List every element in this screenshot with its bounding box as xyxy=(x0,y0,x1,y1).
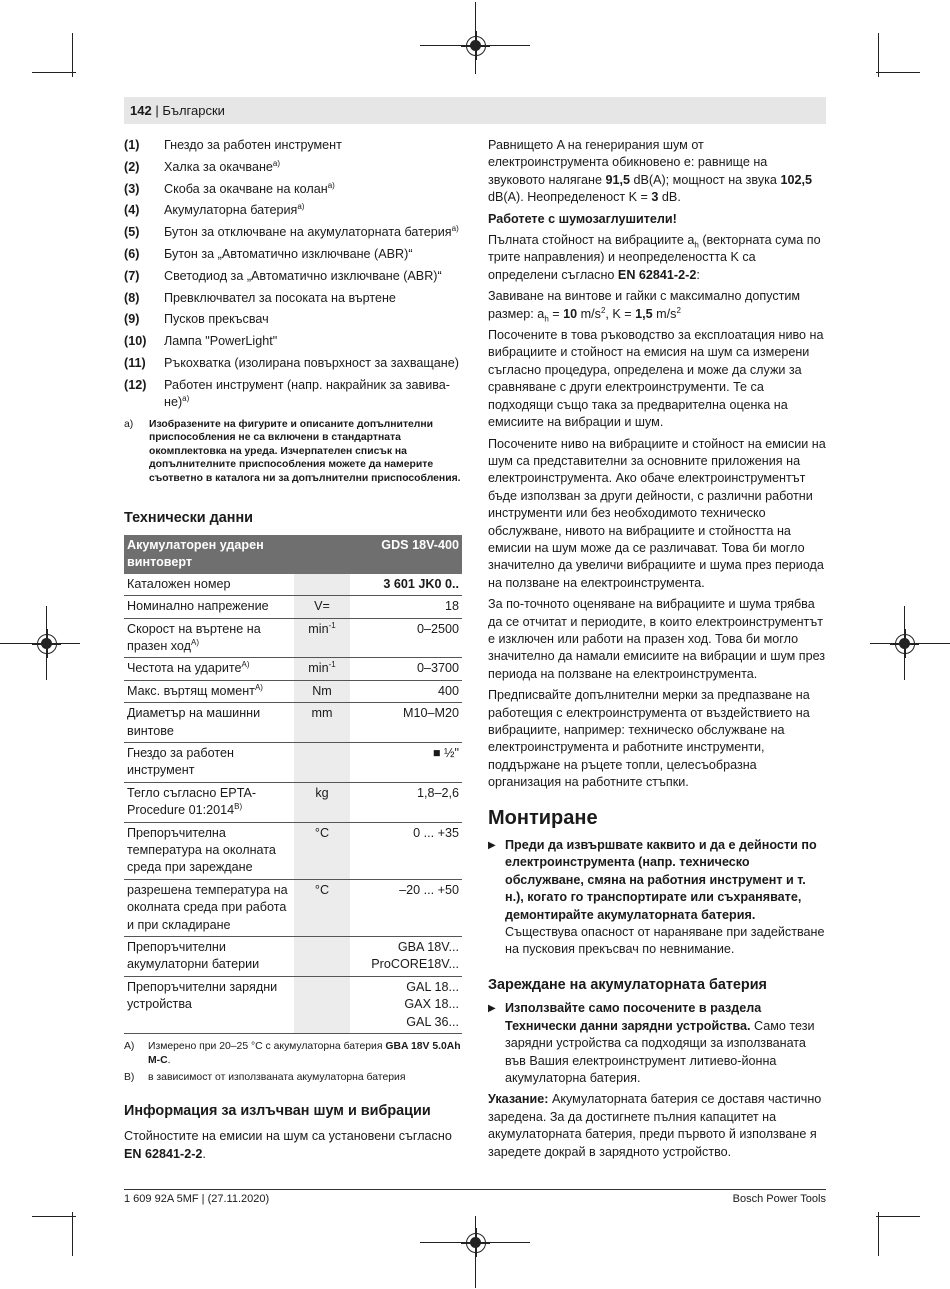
crop-mark xyxy=(32,72,76,73)
list-item xyxy=(124,290,462,307)
param-cell: Макс. въртящ момент$^{A)}$ xyxy=(124,680,294,702)
unit-cell: Nm xyxy=(294,680,350,702)
param-cell: Каталожен номер xyxy=(124,574,294,596)
list-item xyxy=(124,159,462,176)
item-number: (6) xyxy=(124,246,140,261)
unit-cell xyxy=(294,574,350,596)
table-row xyxy=(124,976,462,1033)
noise-heading: Информация за излъчван шум и вибрации xyxy=(124,1102,431,1119)
unit-cell xyxy=(294,937,350,977)
item-number: (7) xyxy=(124,268,140,283)
param-cell: Гнездо за работен инструмент xyxy=(124,743,294,783)
unit-cell xyxy=(294,743,350,783)
table-row xyxy=(124,743,462,783)
list-item xyxy=(124,246,462,263)
table-row xyxy=(124,782,462,822)
value-cell: 1,8–2,6 xyxy=(350,782,462,822)
triangle-bullet-icon: ▶ xyxy=(488,1003,496,1015)
left-column xyxy=(124,137,462,1163)
item-number: (5) xyxy=(124,225,140,240)
param-cell: Препоръчителни зарядни устройства xyxy=(124,976,294,1033)
charging-note: Указание: Акумулаторната батерия се доставя частично заредена. За да достигнете пълния капацитет на акумулаторната батерия, преди първото й използване я заредете докрай в зарядното устройство. xyxy=(488,1092,822,1159)
registration-mark-icon xyxy=(895,634,915,654)
charging-warning: ▶ Използвайте само посочените в раздела Технически данни зарядни устройства. Само тези зарядни устройства са подходящи за използваната във Вашия електроинструмент литиево-йонна акумулаторна батерия. xyxy=(488,1000,826,1087)
table-row xyxy=(124,703,462,743)
table-head-model: GDS 18V-400 xyxy=(350,535,462,574)
unit-cell: mm xyxy=(294,703,350,743)
param-cell: Диаметър на машинни винтове xyxy=(124,703,294,743)
item-label: Работен инструмент (напр. накрайник за завива-не)$^{a)}$ xyxy=(164,377,450,410)
list-item xyxy=(124,137,462,154)
table-row xyxy=(124,658,462,680)
item-number: (12) xyxy=(124,377,147,392)
mounting-warning: ▶ Преди да извършвате каквито и да е дейности по електроинструмента (напр. техническо обслужване, смяна на работния инструмент и т. н.), когато го транспортирате или съхранявате, демонтирайте акумулаторната батерия. Съществува опасност от нараняване при задействане на пусковия прекъсвач по невнимание. xyxy=(488,837,826,959)
page-header: 142 | Български xyxy=(124,97,826,124)
crop-mark xyxy=(876,1216,920,1217)
footnote-a: a) Изобразените на фигурите и описаните допълнителни приспособления не са включени в стандартната окомплектовка на уреда. Изчерпателен списък на допълнителните приспособления можете да намерите съответно в каталога ни за допълнителни приспособления. xyxy=(124,418,461,484)
paragraph: За по-точното оценяване на вибрациите и шума трябва да се отчитат и периодите, в които електроинструментът е изключен или работи на празен ход. Това би могло значително да намали емисиите на вибрации и шум през периода на ползване на електроинструмента. xyxy=(488,597,826,681)
item-label: Халка за окачване$^{a)}$ xyxy=(164,158,281,174)
value-cell: GBA 18V... ProCORE18V... xyxy=(350,937,462,977)
value-cell: –20 ... +50 xyxy=(350,879,462,936)
crop-mark xyxy=(72,1212,73,1256)
item-label: Превключвател за посоката на въртене xyxy=(164,290,396,305)
table-row xyxy=(124,618,462,658)
paragraph: Посочените в това ръководство за експлоатация ниво на вибрациите и стойност на емисия на шум са измерени съгласно процедура, определена и може да служи за сравняване с други електроинструменти. Те са подходящи също така за предварителна оценка на емисиите на вибрации и шум. xyxy=(488,328,824,430)
crop-mark xyxy=(878,1212,879,1256)
param-cell: Препоръчителни акумулаторни батерии xyxy=(124,937,294,977)
param-cell: разрешена температура на околната среда при работа и при складиране xyxy=(124,879,294,936)
table-row xyxy=(124,822,462,879)
param-cell: Скорост на въртене на празен ход$^{A)}$ xyxy=(124,618,294,658)
list-item xyxy=(124,224,462,241)
unit-cell: kg xyxy=(294,782,350,822)
table-note-b: B) в зависимост от използваната акумулаторна батерия xyxy=(124,1072,406,1084)
value-cell: 0 ... +35 xyxy=(350,822,462,879)
triangle-bullet-icon: ▶ xyxy=(488,840,496,852)
item-label: Бутон за „Автоматично изключване (ABR)“ xyxy=(164,246,413,261)
page-language: Български xyxy=(162,103,225,118)
document-id: 1 609 92A 5MF | (27.11.2020) xyxy=(124,1193,270,1205)
value-cell: ■ ½" xyxy=(350,743,462,783)
tech-data-heading: Технически данни xyxy=(124,509,254,526)
item-label: Скоба за окачване на колан$^{a)}$ xyxy=(164,180,335,196)
crop-mark xyxy=(878,33,879,77)
mounting-heading: Монтиране xyxy=(488,806,598,829)
list-item xyxy=(124,355,462,372)
noise-text: Стойностите на емисии на шум са установени съгласно EN 62841-2-2. xyxy=(124,1129,452,1161)
value-cell: 400 xyxy=(350,680,462,702)
tech-data-table xyxy=(124,535,462,1034)
paragraph: Посочените ниво на вибрациите и стойност на емисии на шум са представителни за основните приложения на електроинструмента. Ако обаче електроинструментът бъде използван за други дейности, с различни работни инструменти или без необходимото техническо обслужване, нивото на вибрациите и стойността на емисии на шум може да се различават. Това би могло значително да увеличи вибрациите и шума през периода на ползване на електроинструмента. xyxy=(488,436,826,590)
right-column xyxy=(488,137,826,1161)
registration-mark-icon xyxy=(37,634,57,654)
crop-mark xyxy=(876,72,920,73)
list-item xyxy=(124,311,462,328)
value-cell: 0–2500 xyxy=(350,618,462,658)
list-item xyxy=(124,377,462,412)
page-footer xyxy=(124,1189,826,1205)
item-number: (3) xyxy=(124,181,140,196)
unit-cell: $\min^{-1}$ xyxy=(294,618,350,658)
vibration-paragraph: Пълната стойност на вибрациите $a_h$ (векторната сума по трите направления) и неопределеността K са определени съгласно EN 62841-2-2: xyxy=(488,233,821,282)
list-item xyxy=(124,181,462,198)
table-head-product: Акумулаторен ударен винтоверт xyxy=(124,535,350,574)
value-cell: GAL 18... GAX 18... GAL 36... xyxy=(350,976,462,1033)
unit-cell xyxy=(294,976,350,1033)
table-row xyxy=(124,596,462,618)
item-label: Светодиод за „Автоматично изключване (ABR)“ xyxy=(164,268,442,283)
item-label: Лампа "PowerLight" xyxy=(164,334,278,349)
unit-cell: °C xyxy=(294,822,350,879)
param-cell: Тегло съгласно EPTA-Procedure $01:2014^{B)}$ xyxy=(124,782,294,822)
value-cell: 3 601 JK0 0.. xyxy=(350,574,462,596)
table-row xyxy=(124,680,462,702)
table-row xyxy=(124,879,462,936)
item-number: (2) xyxy=(124,159,140,174)
value-cell: 18 xyxy=(350,596,462,618)
item-number: (8) xyxy=(124,290,140,305)
ear-protection-warning: Работете с шумозаглушители! xyxy=(488,211,677,226)
parts-list xyxy=(124,137,462,412)
item-label: Гнездо за работен инструмент xyxy=(164,138,342,152)
item-label: Пусков прекъсвач xyxy=(164,312,269,327)
paragraph: Предписвайте допълнителни мерки за предпазване на работещия с електроинструмента от въздействието на вибрациите, например: техническо обслужване на електроинструмента и работните инструменти, поддържане на ръцете топли, целесъобразна организация на работните стъпки. xyxy=(488,688,810,790)
charging-heading: Зареждане на акумулаторната батерия xyxy=(488,976,767,993)
list-item xyxy=(124,202,462,219)
param-cell: Номинално напрежение xyxy=(124,596,294,618)
table-row xyxy=(124,574,462,596)
item-label: Ръкохватка (изолирана повърхност за захващане) xyxy=(164,355,459,370)
item-number: (1) xyxy=(124,138,140,152)
item-number: (11) xyxy=(124,355,146,370)
noise-levels-paragraph: Равнището A на генерирания шум от електроинструмента обикновено е: равнище на звуковото налягане 91,5 dB(A); мощност на звука 102,5 dB(A). Неопределеност K = 3 dB. xyxy=(488,138,812,205)
unit-cell: V= xyxy=(294,596,350,618)
unit-cell: °C xyxy=(294,879,350,936)
item-number: (4) xyxy=(124,203,140,218)
table-note-a: A) Измерено при 20–25 °C с акумулаторна батерия GBA 18V 5.0Ah M-C. xyxy=(124,1041,461,1066)
param-cell: Честота на ударите$^{A)}$ xyxy=(124,658,294,680)
vibration-values: Завиване на винтове и гайки с максимално допустим размер: $a_h = 10$ $m/s^2$, K = 1,5 $m/s^2$ xyxy=(488,289,801,324)
item-label: Акумулаторна батерия$^{a)}$ xyxy=(164,202,305,218)
publisher: Bosch Power Tools xyxy=(732,1193,826,1205)
list-item xyxy=(124,268,462,285)
registration-mark-icon xyxy=(466,36,486,56)
list-item xyxy=(124,333,462,350)
registration-mark-icon xyxy=(466,1233,486,1253)
item-number: (10) xyxy=(124,334,147,349)
item-number: (9) xyxy=(124,312,140,327)
item-label: Бутон за отключване на акумулаторната батерия$^{a)}$ xyxy=(164,224,459,240)
value-cell: M10–M20 xyxy=(350,703,462,743)
value-cell: 0–3700 xyxy=(350,658,462,680)
page-number: 142 xyxy=(130,103,152,118)
table-row xyxy=(124,937,462,977)
crop-mark xyxy=(32,1216,76,1217)
unit-cell: $\min^{-1}$ xyxy=(294,658,350,680)
crop-mark xyxy=(72,33,73,77)
param-cell: Препоръчителна температура на околната среда при зареждане xyxy=(124,822,294,879)
